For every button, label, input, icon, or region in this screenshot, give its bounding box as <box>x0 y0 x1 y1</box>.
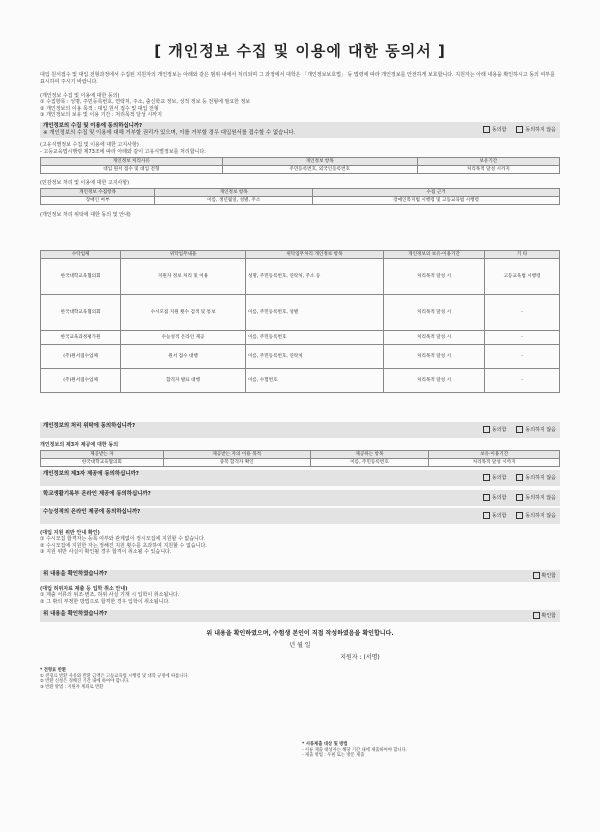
s8-confirm-bar: 위 내용을 확인하였습니까? 확인함 <box>40 610 560 622</box>
table-row: 한국대학교육협의회 지원자 정보 처리 및 이용 성명, 주민등록번호, 연락처, 주소 등 처리목적 달성 시 고등교육법 시행령 <box>41 259 560 295</box>
s6-disagree-checkbox[interactable]: 동의하지 않음 <box>516 512 556 520</box>
s5-disagree-checkbox[interactable]: 동의하지 않음 <box>516 494 556 502</box>
t3-caption: (개인정보 처리 위탁에 대한 동의 및 안내) <box>40 212 131 218</box>
page-title: [ 개인정보 수집 및 이용에 대한 동의서 ] <box>154 42 446 60</box>
s1-line: ③ 개인정보의 보유 및 이용 기간 : 처리목적 달성 시까지 <box>40 112 162 119</box>
s1-line: ① 수집항목 : 성명, 주민등록번호, 연락처, 주소, 출신학교 정보, 성적 정보 등 전형에 필요한 정보 <box>40 99 251 106</box>
s2-agree-checkbox[interactable]: 동의함 <box>483 426 507 434</box>
table-row: 대입 원서 접수 및 대입 전형 주민등록번호, 외국인등록번호 처리목적 달성 시까지 <box>41 166 560 174</box>
s7-details: (대입 지원 위반 안내 확인) ① 수시모집 합격자는 등록 여부와 관계없이 정시모집에 지원할 수 없습니다. ② 수시모집에 지원한 자는 정해진 지원 횟수를 초과하여 지원할 수 없습니다. ③ 지원 위반 사실이 확인될 경우 합격이 취소될 수 있습니다. <box>40 530 207 556</box>
s2-disagree-checkbox[interactable]: 동의하지 않음 <box>516 426 556 434</box>
s1-line: (개인정보 수집 및 이용에 대한 동의) <box>40 93 120 99</box>
table-row: 한국대학교육협의회 중복 합격자 확인 이름, 주민등록번호 처리목적 달성 시까지 <box>41 459 560 467</box>
applicant-signature[interactable]: 지원자 : (서명) <box>340 654 380 661</box>
s1-line: ② 개인정보의 이용 목적 : 대입 원서 접수 및 대입 전형 <box>40 105 159 112</box>
sensitive-info-table: 개인정보 수집항목 개인정보 항목 수집 근거 장애인 여부 이름, 생년월일, 성별, 주소 장애인복지법 시행령 및 고등교육법 시행령 <box>40 188 560 205</box>
sign-statement: 위 내용을 확인하였으며, 수험생 본인이 직접 작성하였음을 확인합니다. <box>206 630 394 637</box>
s6-agree-checkbox[interactable]: 동의함 <box>483 512 507 520</box>
table-row: (주)원서접수업체 합격자 발표 대행 이름, 수험번호 처리목적 달성 시 - <box>41 369 560 393</box>
s5-agree-checkbox[interactable]: 동의함 <box>483 494 507 502</box>
s3-caption: 개인정보의 제3자 제공에 대한 동의 <box>40 442 119 448</box>
s7-confirm-bar: 위 내용을 확인하였습니까? 확인함 <box>40 570 560 582</box>
table-row: 장애인 여부 이름, 생년월일, 성별, 주소 장애인복지법 시행령 및 고등교육법 시행령 <box>41 197 560 205</box>
t2-caption: (민감정보 처리 및 이용에 대한 고지사항) <box>40 180 130 186</box>
unique-id-table: 개인정보 처리사유 개인정보 항목 보유기간 대입 원서 접수 및 대입 전형 주민등록번호, 외국인등록번호 처리목적 달성 시까지 <box>40 157 560 174</box>
third-party-table: 제공받는 자 제공받는 자의 이용 목적 제공하는 항목 보유·이용기간 한국대학교육협의회 중복 합격자 확인 이름, 주민등록번호 처리목적 달성 시까지 <box>40 450 560 467</box>
submission-notes: * 서류제출 대상 및 방법 - 서류 제출 대상자는 해당 기간 내에 제출하여야 합니다. - 제출 방법 : 우편 또는 방문 제출 <box>302 742 408 759</box>
table-row: (주)원서접수업체 원서 접수 대행 이름, 주민등록번호, 연락처 처리목적 달성 시 - <box>41 345 560 369</box>
sign-date: 년 월 일 <box>289 642 311 649</box>
s1-consent <box>483 126 556 134</box>
s5-consent-bar: 학교생활기록부 온라인 제공에 동의하십니까? 동의함 동의하지 않음 <box>40 490 560 506</box>
s2-consent <box>483 426 556 434</box>
t1-note: - 고등교육법시행령 제73조에 따라 아래와 같이 고유식별정보를 처리합니다. <box>40 149 206 155</box>
s8-details: (대입 허위자료 제출 등 입학 취소 안내) ① 제출 서류의 위조·변조, 허위 사실 기재 시 입학이 취소됩니다. ② 그 밖의 부정한 방법으로 합격한 경우 입학이 취소됩니다. <box>40 586 180 605</box>
outsourcing-table: 수탁업체 위탁업무내용 위탁업무처리 개인정보 항목 개인정보의 보유·이용기간 기 타 한국대학교육협의회 지원자 정보 처리 및 이용 성명, 주민등록번호, 연락처, 주소 등 처리목적 달성 시 고등교육법 시행령 한국대학교육협의회 수시모집 지원 횟수 검색 및 통보 이름, 주민등록번호, 성별 처리목적 달성 시 - 한국교육과정평가원 수능성적 온라인 제공 이름, 주민등록번호 처리목적 달성 시 - (주)원서접수업체 원서 접수 대행 이름, 주민등록번호, 연락처 처리목적 달성 시 - (주)원서접수업체 합격자 발표 대행 이름, 수험번호 처리목적 달성 시 - <box>40 250 560 393</box>
refund-notes: * 전형료 반환 ① 전형료 반환 사유와 반환 금액은 고등교육법 시행령 및 대학 규정에 따릅니다. ② 반환 신청은 정해진 기간 내에 하여야 합니다. ③ 반환 방법 : 지원자 계좌로 반환 <box>40 668 189 690</box>
s1-consent-bar <box>40 122 560 138</box>
s1-question: 개인정보의 수집 및 이용에 동의하십니까? <box>43 123 143 129</box>
s7-confirm-checkbox[interactable]: 확인함 <box>533 572 557 580</box>
s4-disagree-checkbox[interactable]: 동의하지 않음 <box>516 474 556 482</box>
s4-agree-checkbox[interactable]: 동의함 <box>483 474 507 482</box>
s6-consent-bar: 수능성적의 온라인 제공에 동의하십니까? 동의함 동의하지 않음 <box>40 508 560 524</box>
s4-consent-bar: 개인정보의 제3자 제공에 동의하십니까? 동의함 동의하지 않음 <box>40 470 560 486</box>
s2-consent-bar: 개인정보의 처리 위탁에 동의하십니까? 동의함 동의하지 않음 <box>40 422 560 438</box>
s1-disagree-checkbox[interactable]: 동의하지 않음 <box>516 126 556 134</box>
table-row: 한국교육과정평가원 수능성적 온라인 제공 이름, 주민등록번호 처리목적 달성 시 - <box>41 331 560 345</box>
s1-details <box>40 93 560 119</box>
s1-agree-checkbox[interactable]: 동의함 <box>483 126 507 134</box>
s8-confirm-checkbox[interactable]: 확인함 <box>533 612 557 620</box>
s1-subtext: ※ 개인정보의 수집 및 이용에 대해 거부할 권리가 있으며, 이를 거부할 경우 대입원서를 접수할 수 없습니다. <box>43 130 296 136</box>
t1-caption: (고유식별정보 수집 및 이용에 대한 고지사항) <box>40 142 139 148</box>
intro-text: 대입 원서접수 및 대입 전형과정에서 수집된 지원자의 개인정보는 아래와 같은 범위 내에서 처리되며 그 과정에서 대학은 「개인정보보호법」 등 법령에 따라 개인정보를 안전하게 보호합니다. 지원자는 아래 내용을 확인하시고 동의 여부를 표시하여 주시기 바랍니다. <box>40 72 555 85</box>
table-row: 한국대학교육협의회 수시모집 지원 횟수 검색 및 통보 이름, 주민등록번호, 성별 처리목적 달성 시 - <box>41 295 560 331</box>
